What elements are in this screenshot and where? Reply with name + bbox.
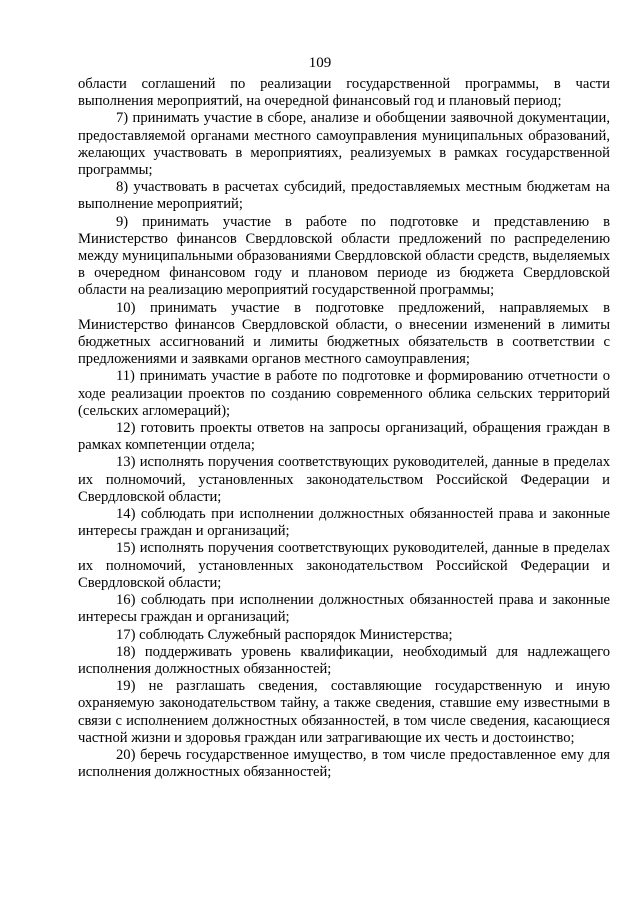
paragraph-item-13: 13) исполнять поручения соответствующих руководителей, данные в пределах их полномочий, установленных законодательством Российской Федерации и Свердловской области; xyxy=(78,454,610,505)
paragraph-item-19: 19) не разглашать сведения, составляющие государственную и иную охраняемую законодательством тайну, а также сведения, ставшие ему известными в связи с исполнением должностных обязанностей, в том числе сведения, касающиеся частной жизни и здоровья граждан или затрагивающие их честь и достоинство; xyxy=(78,678,610,746)
paragraph-item-14: 14) соблюдать при исполнении должностных обязанностей права и законные интересы граждан и организаций; xyxy=(78,506,610,540)
document-body xyxy=(78,76,610,781)
paragraph-item-17: 17) соблюдать Служебный распорядок Министерства; xyxy=(116,626,453,643)
paragraph-item-20: 20) беречь государственное имущество, в том числе предоставленное ему для исполнения должностных обязанностей; xyxy=(78,746,610,781)
paragraph-continuation: области соглашений по реализации государственной программы, в части выполнения мероприятий, на очередной финансовый год и плановый период; xyxy=(78,76,610,110)
paragraph-item-15: 15) исполнять поручения соответствующих руководителей, данные в пределах их полномочий, установленных законодательством Российской Федерации и Свердловской области; xyxy=(78,540,610,591)
paragraph-item-11: 11) принимать участие в работе по подготовке и формированию отчетности о ходе реализации проектов по созданию современного облика сельских территорий (сельских агломераций); xyxy=(78,368,610,419)
paragraph-item-9: 9) принимать участие в работе по подготовке и представлению в Министерство финансов Свердловской области предложений по распределению между муниципальными образованиями Свердловской области средств, выделяемых в очередном финансовом году и плановом периоде из бюджета Свердловской области на реализацию мероприятий государственной программы; xyxy=(78,213,610,299)
paragraph-item-18: 18) поддерживать уровень квалификации, необходимый для надлежащего исполнения должностных обязанностей; xyxy=(78,643,610,677)
paragraph-item-8: 8) участвовать в расчетах субсидий, предоставляемых местным бюджетам на выполнение мероприятий; xyxy=(78,179,610,213)
paragraph-item-7: 7) принимать участие в сборе, анализе и обобщении заявочной документации, предоставляемой органами местного самоуправления муниципальных образований, желающих участвовать в мероприятиях, реализуемых в рамках государственной программы; xyxy=(78,110,610,179)
page-number: 109 xyxy=(308,55,332,71)
paragraph-item-10: 10) принимать участие в подготовке предложений, направляемых в Министерство финансов Свердловской области, о внесении изменений в лимиты бюджетных ассигнований и лимиты бюджетных обязательств в соответствии с предложениями и заявками органов местного самоуправления; xyxy=(78,299,610,368)
paragraph-item-12: 12) готовить проекты ответов на запросы организаций, обращения граждан в рамках компетенции отдела; xyxy=(78,420,610,454)
paragraph-item-16: 16) соблюдать при исполнении должностных обязанностей права и законные интересы граждан и организаций; xyxy=(78,592,610,626)
